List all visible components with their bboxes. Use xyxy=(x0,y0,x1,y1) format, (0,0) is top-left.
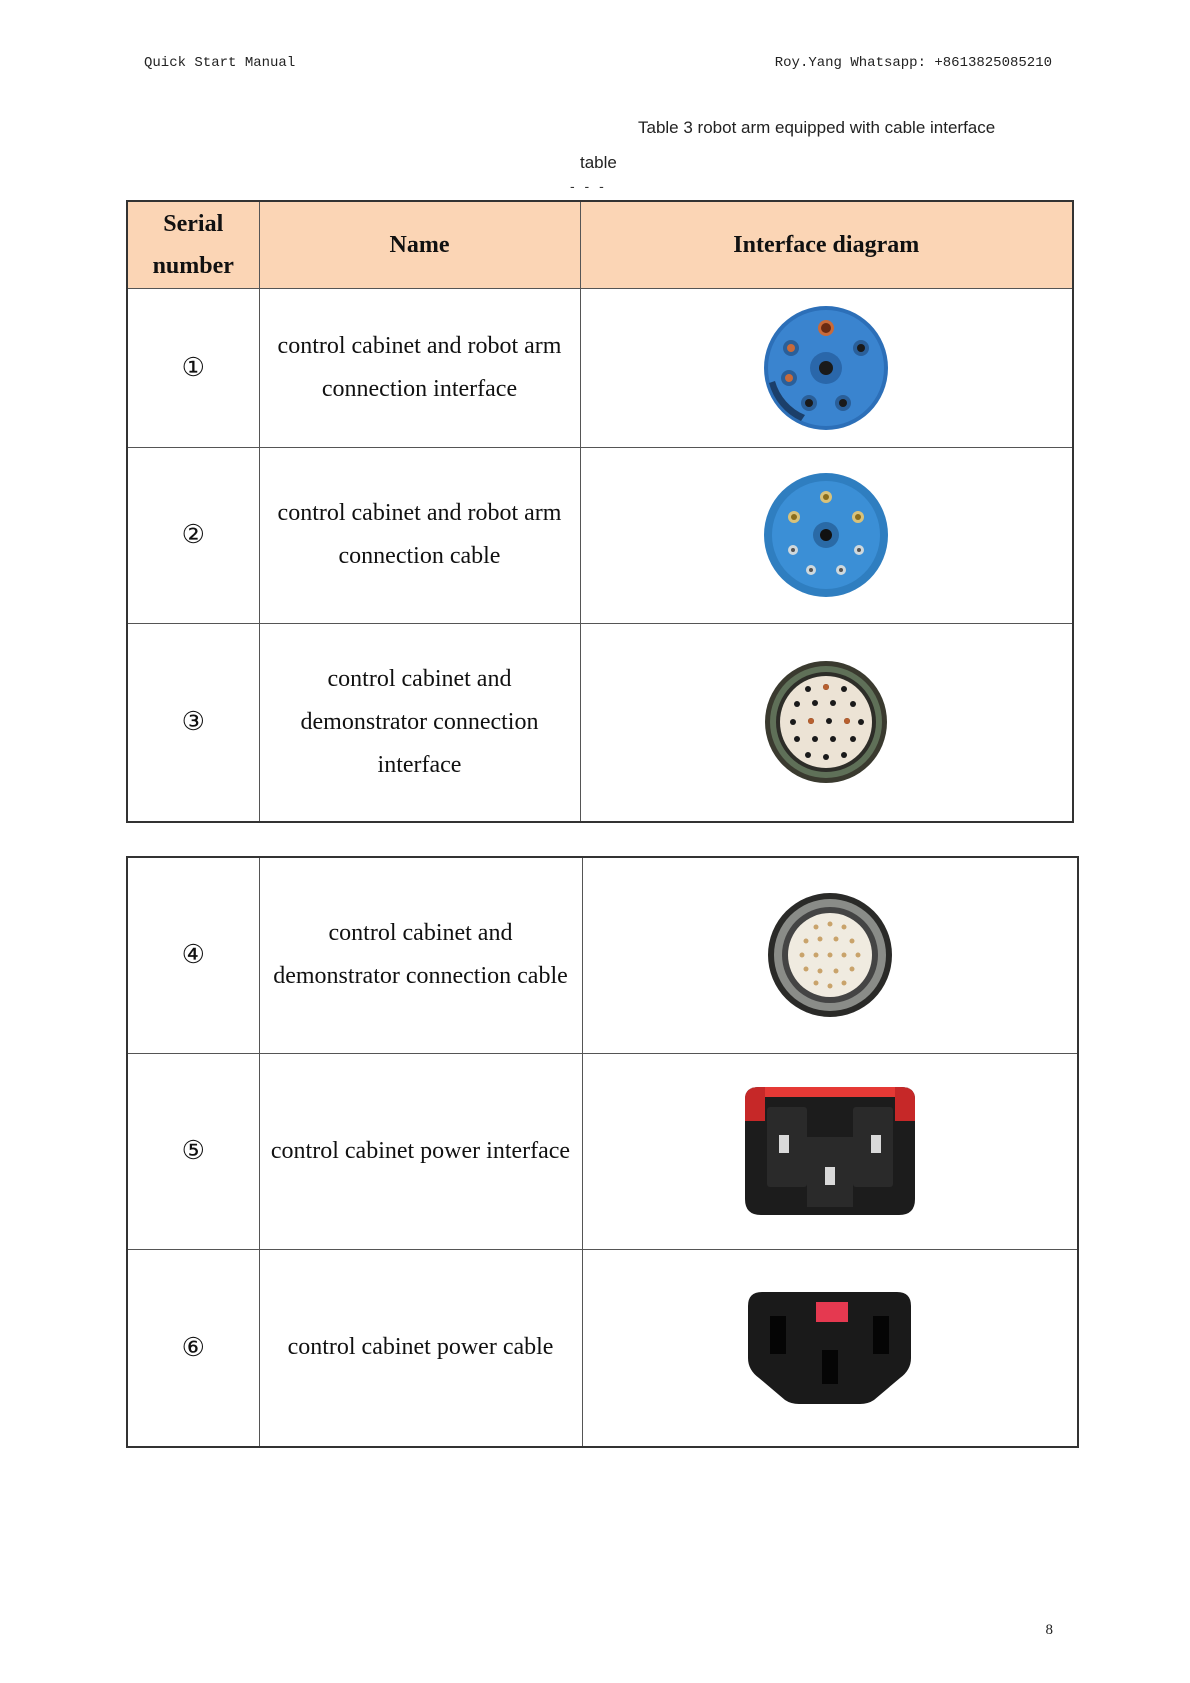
serial-number: ① xyxy=(127,288,259,447)
name-header: Name xyxy=(259,201,580,288)
serial-number: ③ xyxy=(127,623,259,822)
interface-name: control cabinet power cable xyxy=(259,1249,582,1447)
interface-diagram xyxy=(580,623,1073,822)
header-left: Quick Start Manual xyxy=(144,55,296,71)
multipin-plug-icon xyxy=(766,891,894,1019)
power-inlet-icon xyxy=(735,1081,925,1221)
table-row xyxy=(127,447,1073,623)
interface-name: control cabinet and robot arm connection interface xyxy=(259,288,580,447)
interface-diagram xyxy=(582,857,1078,1053)
header-right: Roy.Yang Whatsapp: +8613825085210 xyxy=(774,55,1052,71)
interface-diagram xyxy=(580,447,1073,623)
interface-diagram xyxy=(582,1053,1078,1249)
multipin-socket-icon xyxy=(763,659,889,785)
caption-marks: - - - xyxy=(570,178,607,194)
table-header-row xyxy=(127,201,1073,288)
table-caption-continued: table xyxy=(580,153,617,172)
table-caption: Table 3 robot arm equipped with cable interface xyxy=(638,118,996,137)
table-row xyxy=(127,857,1078,1053)
interface-name: control cabinet and demonstrator connection cable xyxy=(259,857,582,1053)
interface-table-part-1 xyxy=(126,200,1074,823)
serial-number: ② xyxy=(127,447,259,623)
interface-table-part-2 xyxy=(126,856,1079,1448)
serial-number-header: Serial number xyxy=(127,201,259,288)
interface-name: control cabinet and robot arm connection cable xyxy=(259,447,580,623)
blue-circular-socket-icon xyxy=(761,303,891,433)
table-row xyxy=(127,288,1073,447)
power-plug-icon xyxy=(742,1288,917,1408)
page-number: 8 xyxy=(1045,1622,1053,1638)
table-row xyxy=(127,1249,1078,1447)
interface-diagram-header: Interface diagram xyxy=(580,201,1073,288)
interface-diagram xyxy=(580,288,1073,447)
table-row xyxy=(127,623,1073,822)
table-row xyxy=(127,1053,1078,1249)
blue-circular-plug-icon xyxy=(761,470,891,600)
serial-number: ④ xyxy=(127,857,259,1053)
serial-number: ⑥ xyxy=(127,1249,259,1447)
interface-name: control cabinet power interface xyxy=(259,1053,582,1249)
serial-number: ⑤ xyxy=(127,1053,259,1249)
interface-diagram xyxy=(582,1249,1078,1447)
interface-name: control cabinet and demonstrator connection interface xyxy=(259,623,580,822)
